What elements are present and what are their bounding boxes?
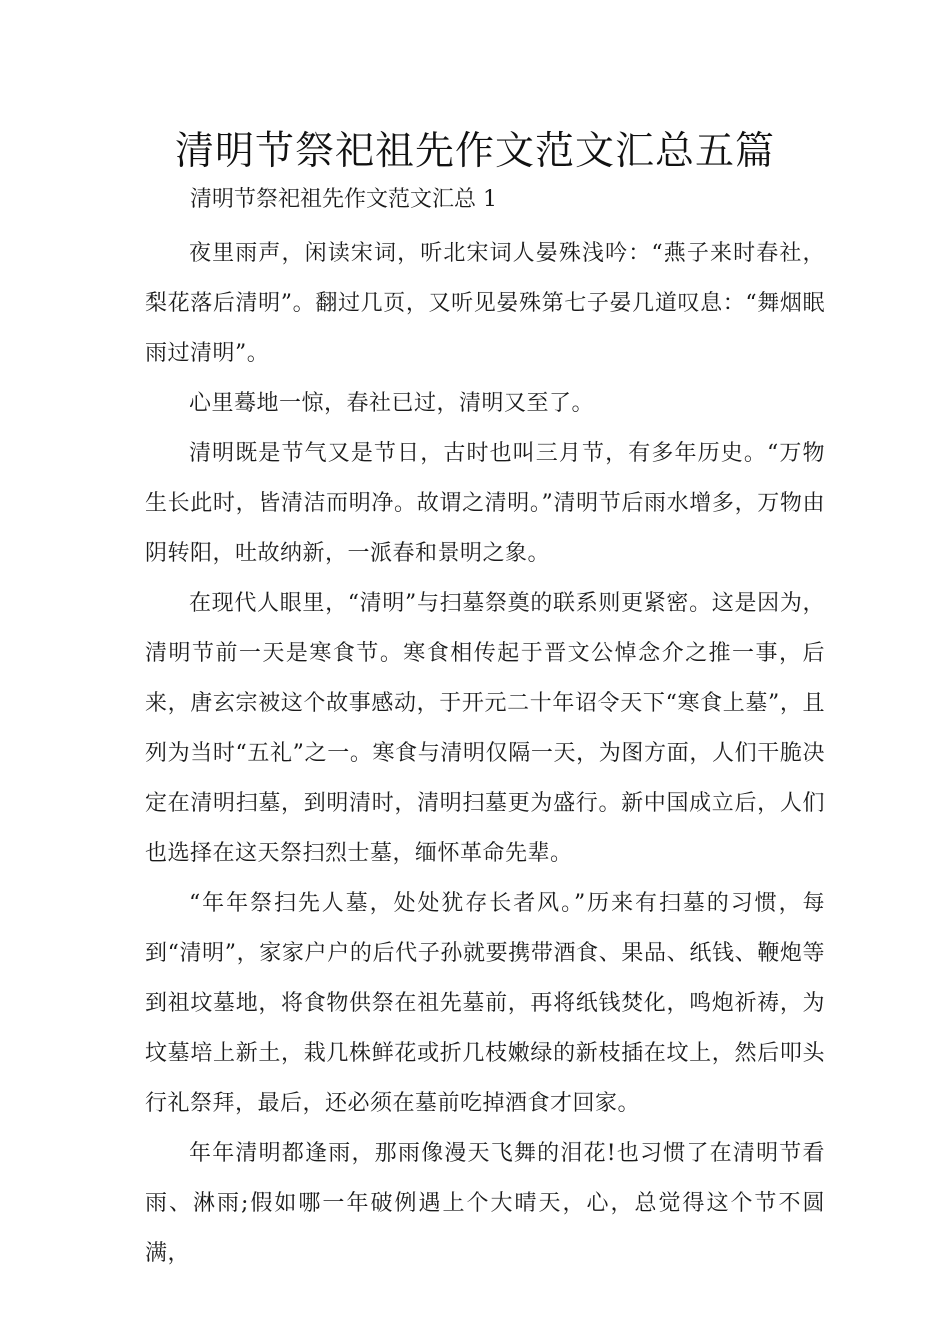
document-body: [145, 229, 825, 1279]
paragraph: 心里蓦地一惊，春社已过，清明又至了。: [189, 391, 595, 416]
paragraph: “年年祭扫先人墓，处处犹存长者风。”历来有扫墓的习惯，每到“清明”，家家户户的后代子孙就要携带酒食、果品、纸钱、鞭炮等到祖坟墓地，将食物供祭在祖先墓前，再将纸钱焚化，鸣炮祈祷，为坟墓培上新土，栽几株鲜花或折几枝嫩绿的新枝插在坟上，然后叩头行礼祭拜，最后，还必须在墓前吃掉酒食才回家。: [145, 891, 825, 1116]
paragraph: 年年清明都逢雨，那雨像漫天飞舞的泪花!也习惯了在清明节看雨、淋雨;假如哪一年破例遇上个大晴天，心，总觉得这个节不圆满，: [145, 1141, 825, 1266]
document-title: 清明节祭祀祖先作文范文汇总五篇: [174, 129, 775, 174]
paragraph: 在现代人眼里，“清明”与扫墓祭奠的联系则更紧密。这是因为，清明节前一天是寒食节。寒食相传起于晋文公悼念介之推一事，后来，唐玄宗被这个故事感动，于开元二十年诏令天下“寒食上墓”，且列为当时“五礼”之一。寒食与清明仅隔一天，为图方面，人们干脆决定在清明扫墓，到明清时，清明扫墓更为盛行。新中国成立后，人们也选择在这天祭扫烈士墓，缅怀革命先辈。: [145, 591, 825, 866]
section-subtitle: 清明节祭祀祖先作文范文汇总 1: [190, 187, 497, 212]
paragraph: 清明既是节气又是节日，古时也叫三月节，有多年历史。“万物生长此时，皆清洁而明净。故谓之清明。”清明节后雨水增多，万物由阴转阳，吐故纳新，一派春和景明之象。: [145, 441, 825, 566]
paragraph: 夜里雨声，闲读宋词，听北宋词人晏殊浅吟：“燕子来时春社，梨花落后清明”。翻过几页，又听见晏殊第七子晏几道叹息：“舞烟眠雨过清明”。: [145, 241, 825, 366]
